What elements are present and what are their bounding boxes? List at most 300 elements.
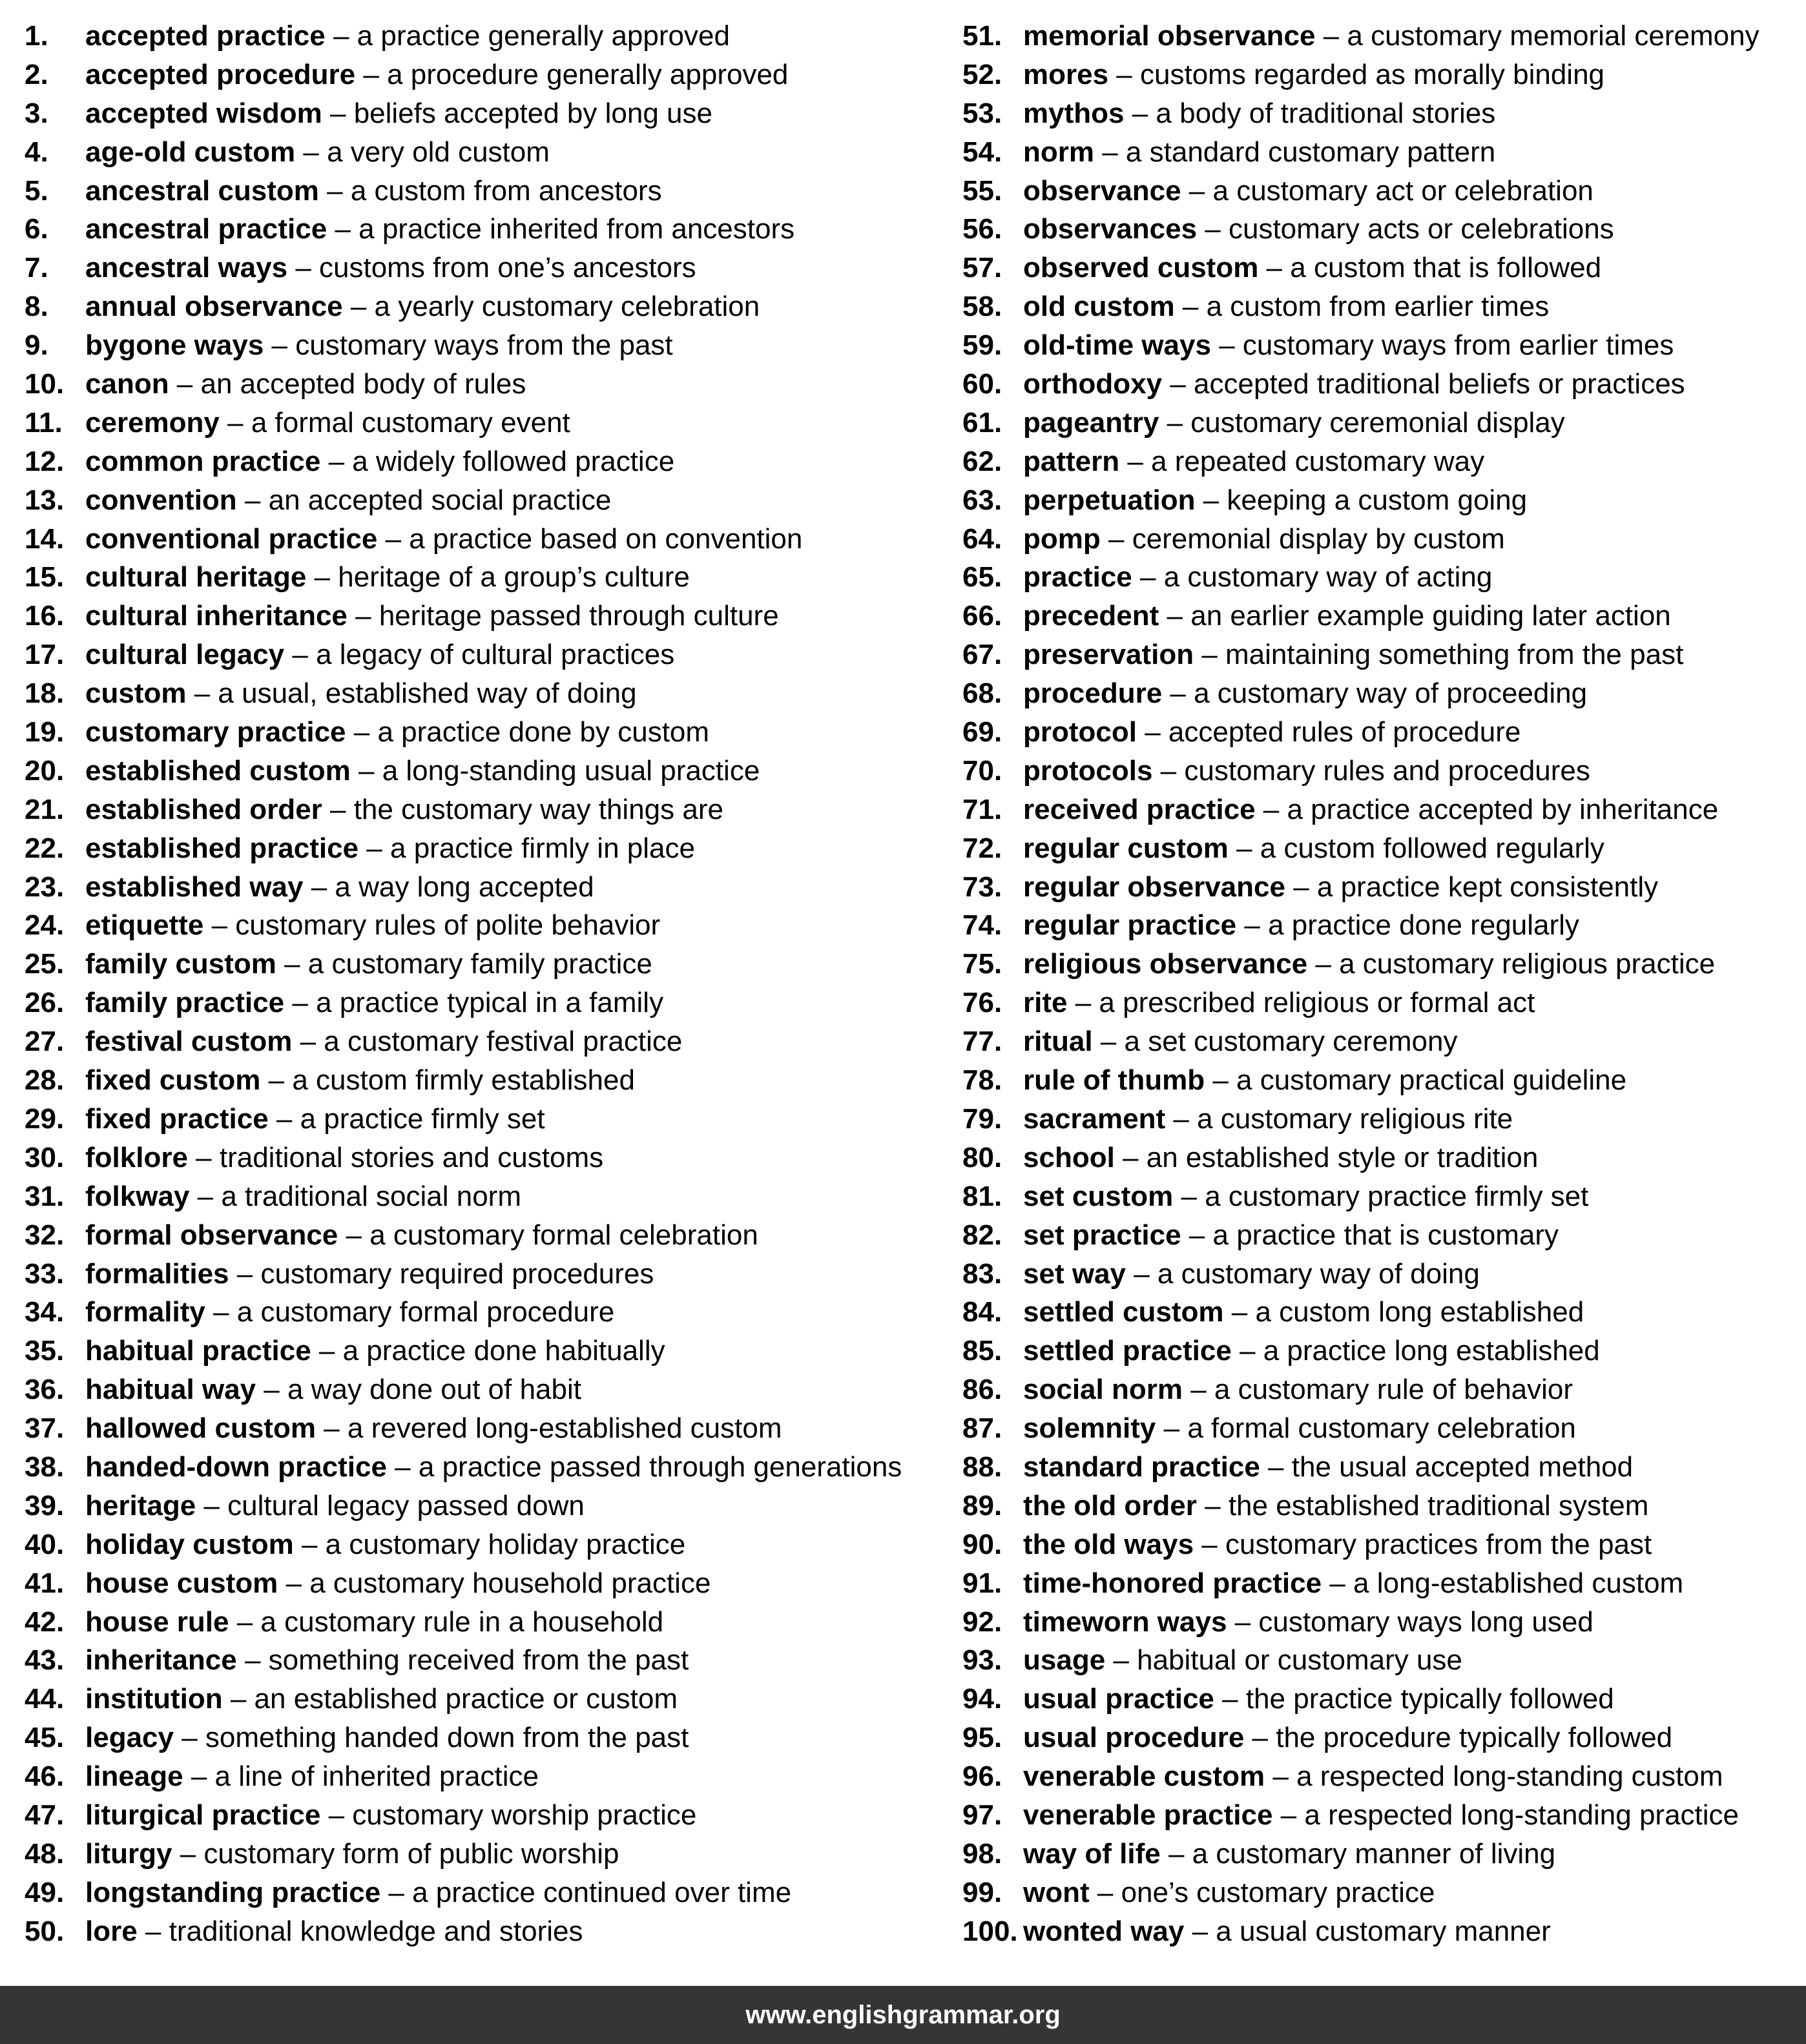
item-definition: a long-standing usual practice [382, 754, 760, 787]
item-term: school [1023, 1141, 1115, 1173]
item-separator: – [236, 484, 269, 516]
list-item [25, 674, 902, 713]
item-text [85, 1061, 635, 1100]
item-separator: – [327, 213, 359, 245]
item-text [85, 1370, 581, 1409]
item-number: 69. [962, 716, 1002, 748]
item-text [85, 133, 550, 172]
item-text [85, 1448, 902, 1487]
item-definition: a practice typical in a family [316, 987, 664, 1019]
item-term: rite [1023, 987, 1068, 1019]
item-number: 91. [962, 1567, 1002, 1599]
item-definition: heritage passed through culture [379, 600, 779, 632]
item-separator: – [1255, 793, 1287, 825]
item-definition: a procedure generally approved [387, 58, 789, 90]
item-definition: a practice long established [1263, 1335, 1600, 1367]
item-text [1023, 1177, 1588, 1216]
item-separator: – [169, 368, 201, 400]
list-item [962, 674, 1759, 713]
item-definition: a practice firmly in place [390, 832, 695, 864]
item-separator: – [1197, 213, 1229, 245]
list-item [962, 1757, 1759, 1796]
item-separator: – [1092, 1026, 1125, 1058]
item-text [85, 790, 723, 829]
item-text [1023, 1641, 1462, 1680]
item-separator: – [1119, 445, 1152, 477]
list-item [962, 1139, 1759, 1177]
item-separator: – [295, 136, 327, 168]
item-text [1023, 1835, 1555, 1874]
item-separator: – [260, 1064, 293, 1097]
item-definition: something handed down from the past [205, 1722, 689, 1754]
item-text [85, 597, 779, 635]
item-separator: – [1214, 1683, 1246, 1715]
list-item [25, 17, 902, 56]
item-term: norm [1023, 136, 1094, 168]
item-separator: – [284, 987, 317, 1019]
item-text [85, 1757, 539, 1796]
item-term: handed-down practice [85, 1450, 387, 1483]
left-column [25, 17, 902, 1951]
item-number: 46. [25, 1760, 65, 1793]
item-number: 97. [962, 1799, 1002, 1831]
item-definition: a formal customary celebration [1187, 1412, 1576, 1445]
item-separator: – [1089, 1876, 1121, 1908]
item-number: 52. [962, 58, 1002, 90]
item-definition: a usual, established way of doing [218, 677, 637, 710]
item-definition: a custom from earlier times [1206, 291, 1550, 323]
item-separator: – [276, 948, 308, 980]
item-text [1023, 1680, 1614, 1719]
item-text [1023, 558, 1492, 597]
item-number: 47. [25, 1799, 65, 1831]
item-number: 1. [25, 20, 48, 52]
item-definition: a practice that is customary [1212, 1219, 1559, 1251]
item-text [85, 674, 637, 713]
item-text [1023, 1409, 1576, 1448]
item-term: way of life [1023, 1837, 1161, 1870]
item-term: institution [85, 1683, 223, 1715]
item-definition: the customary way things are [353, 793, 723, 825]
item-term: cultural heritage [85, 561, 307, 594]
item-number: 67. [962, 639, 1002, 671]
item-definition: a customary festival practice [324, 1026, 683, 1058]
item-text [1023, 829, 1604, 868]
item-number: 60. [962, 368, 1002, 400]
item-number: 63. [962, 484, 1002, 516]
item-text [85, 481, 611, 520]
item-separator: – [347, 600, 379, 632]
item-number: 15. [25, 561, 65, 594]
item-definition: a customary family practice [307, 948, 652, 980]
item-term: old custom [1023, 291, 1175, 323]
list-item [962, 1874, 1759, 1912]
item-term: ancestral custom [85, 174, 319, 207]
item-definition: customary ways from earlier times [1242, 329, 1674, 362]
item-number: 87. [962, 1412, 1002, 1445]
item-text [1023, 172, 1593, 211]
item-number: 68. [962, 677, 1002, 710]
item-separator: – [1194, 639, 1226, 671]
list-item [962, 1293, 1759, 1332]
item-number: 94. [962, 1683, 1002, 1715]
item-number: 12. [25, 445, 65, 477]
item-text [85, 326, 673, 365]
list-item [962, 1487, 1759, 1525]
item-definition: a practice firmly set [300, 1102, 545, 1135]
item-term: regular custom [1023, 832, 1229, 864]
item-definition: accepted rules of procedure [1168, 716, 1521, 748]
item-definition: maintaining something from the past [1225, 639, 1684, 671]
item-term: folkway [85, 1180, 190, 1212]
item-separator: – [1181, 174, 1213, 207]
item-number: 100. [962, 1915, 1018, 1947]
item-definition: a customary formal procedure [236, 1296, 615, 1328]
item-number: 56. [962, 213, 1002, 245]
item-number: 51. [962, 20, 1002, 52]
item-term: venerable custom [1023, 1760, 1265, 1793]
item-text [1023, 56, 1604, 94]
item-separator: – [1244, 1722, 1276, 1754]
item-separator: – [1322, 1567, 1354, 1599]
item-number: 59. [962, 329, 1002, 362]
item-number: 57. [962, 252, 1002, 284]
item-separator: – [1184, 1915, 1216, 1947]
list-item [962, 1409, 1759, 1448]
item-separator: – [196, 1489, 228, 1522]
item-text [85, 1719, 689, 1757]
item-separator: – [183, 1760, 215, 1793]
item-text [1023, 1874, 1435, 1912]
item-term: perpetuation [1023, 484, 1196, 516]
item-text [85, 404, 570, 442]
item-definition: customary ways long used [1258, 1605, 1593, 1638]
item-text [1023, 1100, 1513, 1139]
item-text [85, 1641, 689, 1680]
list-item [25, 1293, 902, 1332]
item-text [85, 1835, 619, 1874]
item-term: lineage [85, 1760, 183, 1793]
list-item [25, 1603, 902, 1642]
item-definition: a usual customary manner [1216, 1915, 1551, 1947]
item-separator: – [1196, 1489, 1229, 1522]
item-term: regular practice [1023, 909, 1237, 942]
item-term: lore [85, 1915, 138, 1947]
item-term: canon [85, 368, 169, 400]
word-list [0, 17, 1806, 1980]
list-item [25, 558, 902, 597]
item-term: protocol [1023, 716, 1137, 748]
list-item [25, 133, 902, 172]
item-number: 9. [25, 329, 48, 362]
list-item [25, 481, 902, 520]
list-item [25, 1061, 902, 1100]
item-term: procedure [1023, 677, 1163, 710]
item-separator: – [229, 1605, 261, 1638]
item-definition: a custom from ancestors [350, 174, 662, 207]
item-separator: – [1165, 1102, 1198, 1135]
item-definition: a respected long-standing practice [1304, 1799, 1739, 1831]
item-term: established order [85, 793, 322, 825]
list-item [962, 1061, 1759, 1100]
item-definition: traditional stories and customs [219, 1141, 604, 1173]
list-item [962, 17, 1759, 56]
item-text [1023, 287, 1549, 326]
item-number: 35. [25, 1335, 65, 1367]
item-term: hallowed custom [85, 1412, 316, 1445]
item-separator: – [386, 1450, 419, 1483]
item-number: 99. [962, 1876, 1002, 1908]
item-separator: – [1105, 1644, 1137, 1677]
item-separator: – [1228, 832, 1260, 864]
item-text [1023, 1603, 1593, 1642]
item-term: house custom [85, 1567, 278, 1599]
list-item [962, 133, 1759, 172]
item-term: accepted wisdom [85, 97, 322, 129]
list-item [962, 1525, 1759, 1564]
list-item [25, 1680, 902, 1719]
item-term: observances [1023, 213, 1198, 245]
item-term: mythos [1023, 97, 1125, 129]
item-term: wont [1023, 1876, 1090, 1908]
item-separator: – [1265, 1760, 1297, 1793]
item-separator: – [318, 174, 351, 207]
list-item [962, 1100, 1759, 1139]
list-item [962, 1332, 1759, 1370]
item-text [1023, 133, 1495, 172]
footer-website-link[interactable]: www.englishgrammar.org [745, 2000, 1061, 2029]
item-term: custom [85, 677, 187, 710]
item-definition: a customary holiday practice [325, 1528, 686, 1560]
list-item [25, 945, 902, 984]
item-number: 65. [962, 561, 1002, 594]
item-term: festival custom [85, 1026, 293, 1058]
item-term: family custom [85, 948, 276, 980]
item-term: the old ways [1023, 1528, 1194, 1560]
list-item [25, 1139, 902, 1177]
item-definition: a customary way of acting [1163, 561, 1493, 594]
item-number: 75. [962, 948, 1002, 980]
item-term: bygone ways [85, 329, 264, 362]
list-item [962, 1448, 1759, 1487]
item-term: age-old custom [85, 136, 296, 168]
item-term: common practice [85, 445, 321, 477]
item-definition: a customary manner of living [1192, 1837, 1556, 1870]
list-item [25, 790, 902, 829]
item-number: 31. [25, 1180, 65, 1212]
list-item [25, 713, 902, 752]
item-separator: – [320, 1799, 353, 1831]
item-text [85, 442, 674, 481]
item-separator: – [1159, 406, 1191, 439]
item-term: practice [1023, 561, 1132, 594]
item-number: 13. [25, 484, 65, 516]
list-item [25, 1216, 902, 1255]
item-number: 48. [25, 1837, 65, 1870]
item-definition: something received from the past [268, 1644, 689, 1677]
item-number: 33. [25, 1257, 65, 1290]
item-definition: a body of traditional stories [1156, 97, 1496, 129]
item-definition: a customary rule of behavior [1214, 1374, 1573, 1406]
item-number: 54. [962, 136, 1002, 168]
item-definition: a custom that is followed [1290, 252, 1602, 284]
list-item [962, 326, 1759, 365]
item-separator: – [1315, 20, 1347, 52]
item-definition: a customary religious rite [1197, 1102, 1513, 1135]
item-definition: customary ways from the past [295, 329, 673, 362]
item-number: 78. [962, 1064, 1002, 1097]
item-text [85, 1139, 603, 1177]
item-separator: – [1195, 484, 1227, 516]
item-term: established custom [85, 754, 351, 787]
item-definition: a practice kept consistently [1316, 871, 1659, 903]
item-definition: a traditional social norm [221, 1180, 521, 1212]
item-term: usage [1023, 1644, 1106, 1677]
list-item [25, 1370, 902, 1409]
item-text [1023, 1216, 1559, 1255]
item-number: 25. [25, 948, 65, 980]
item-number: 3. [25, 97, 48, 129]
item-definition: a customary practical guideline [1236, 1064, 1627, 1097]
item-number: 76. [962, 987, 1002, 1019]
item-text [1023, 1293, 1584, 1332]
item-term: ancestral practice [85, 213, 327, 245]
item-separator: – [1227, 1605, 1259, 1638]
item-definition: a yearly customary celebration [374, 291, 760, 323]
item-number: 38. [25, 1450, 65, 1483]
list-item [962, 906, 1759, 945]
item-term: memorial observance [1023, 20, 1316, 52]
item-text [1023, 868, 1658, 907]
item-number: 96. [962, 1760, 1002, 1793]
item-definition: a practice generally approved [357, 20, 730, 52]
list-item [25, 1448, 902, 1487]
item-definition: a customary way of doing [1157, 1257, 1480, 1290]
item-number: 88. [962, 1450, 1002, 1483]
item-text [1023, 1912, 1551, 1951]
item-term: habitual practice [85, 1335, 311, 1367]
item-text [85, 984, 663, 1022]
item-number: 8. [25, 291, 48, 323]
item-number: 10. [25, 368, 65, 400]
list-item [962, 365, 1759, 404]
item-separator: – [342, 291, 375, 323]
item-separator: – [325, 20, 357, 52]
item-separator: – [1194, 1528, 1225, 1560]
item-text [1023, 1061, 1626, 1100]
list-item [25, 249, 902, 287]
item-number: 24. [25, 909, 65, 942]
item-definition: an accepted body of rules [200, 368, 526, 400]
item-term: fixed custom [85, 1064, 261, 1097]
item-separator: – [219, 406, 251, 439]
item-definition: a practice done by custom [377, 716, 710, 748]
item-term: usual practice [1023, 1683, 1214, 1715]
list-item [962, 790, 1759, 829]
item-text [1023, 1370, 1573, 1409]
item-text [85, 249, 696, 287]
item-number: 92. [962, 1605, 1002, 1638]
item-number: 80. [962, 1141, 1002, 1173]
item-number: 37. [25, 1412, 65, 1445]
item-text [85, 172, 662, 211]
item-term: set practice [1023, 1219, 1181, 1251]
item-separator: – [1100, 522, 1132, 555]
item-definition: keeping a custom going [1227, 484, 1528, 516]
item-number: 43. [25, 1644, 65, 1677]
list-item [25, 635, 902, 674]
item-number: 16. [25, 600, 65, 632]
item-text [1023, 1757, 1723, 1796]
item-definition: cultural legacy passed down [227, 1489, 585, 1522]
list-item [25, 326, 902, 365]
list-item [25, 287, 902, 326]
item-text [85, 1487, 585, 1525]
item-separator: – [358, 832, 390, 864]
item-term: pageantry [1023, 406, 1159, 439]
item-separator: – [222, 1683, 254, 1715]
item-separator: – [1160, 1837, 1192, 1870]
list-item [962, 1564, 1759, 1603]
item-text [1023, 1487, 1648, 1525]
item-number: 85. [962, 1335, 1002, 1367]
item-definition: accepted traditional beliefs or practices [1194, 368, 1685, 400]
item-term: ceremony [85, 406, 220, 439]
item-definition: a line of inherited practice [214, 1760, 539, 1793]
list-item [25, 210, 902, 249]
list-item [962, 442, 1759, 481]
item-term: legacy [85, 1722, 174, 1754]
item-text [1023, 442, 1484, 481]
item-number: 22. [25, 832, 65, 864]
list-item [25, 172, 902, 211]
item-text [85, 210, 794, 249]
list-item [25, 1409, 902, 1448]
item-term: sacrament [1023, 1102, 1166, 1135]
item-separator: – [355, 58, 388, 90]
list-item [25, 520, 902, 559]
item-number: 40. [25, 1528, 65, 1560]
item-definition: a customary rule in a household [260, 1605, 664, 1638]
item-separator: – [1174, 291, 1207, 323]
item-separator: – [1258, 252, 1291, 284]
item-number: 55. [962, 174, 1002, 207]
item-definition: a repeated customary way [1151, 445, 1485, 477]
item-text [85, 558, 690, 597]
list-item [962, 984, 1759, 1022]
item-separator: – [287, 252, 320, 284]
item-definition: a custom followed regularly [1260, 832, 1604, 864]
item-definition: a customary household practice [309, 1567, 711, 1599]
item-definition: a practice inherited from ancestors [358, 213, 795, 245]
list-item [25, 752, 902, 790]
item-separator: – [350, 754, 382, 787]
item-number: 77. [962, 1026, 1002, 1058]
item-definition: a legacy of cultural practices [316, 639, 675, 671]
list-item [962, 868, 1759, 907]
item-definition: customary acts or celebrations [1228, 213, 1614, 245]
item-term: habitual way [85, 1374, 256, 1406]
item-term: mores [1023, 58, 1109, 90]
item-text [85, 1564, 711, 1603]
item-text [1023, 1525, 1652, 1564]
item-text [85, 752, 760, 790]
item-number: 17. [25, 639, 65, 671]
list-item [962, 945, 1759, 984]
item-term: wonted way [1023, 1915, 1185, 1947]
list-item [962, 1835, 1759, 1874]
item-text [85, 1022, 682, 1061]
